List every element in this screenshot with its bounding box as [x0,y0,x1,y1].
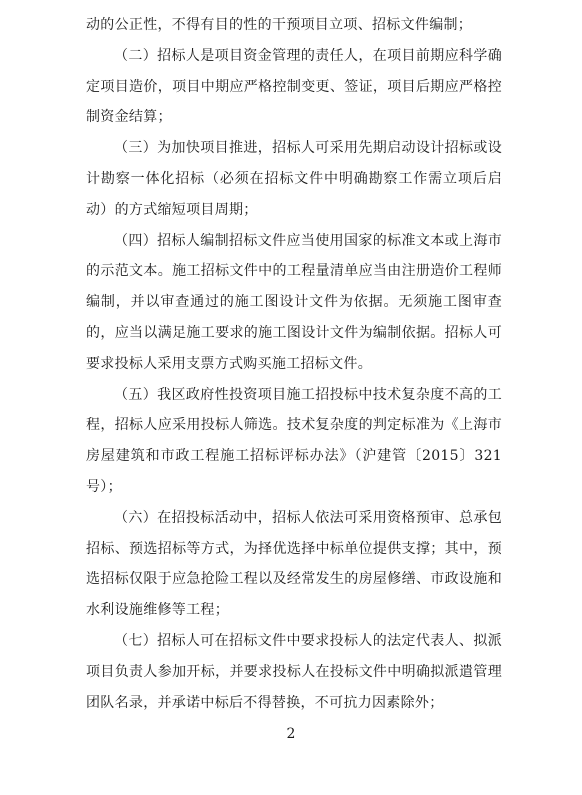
paragraph-item-2: （二）招标人是项目资金管理的责任人，在项目前期应科学确定项目造价，项目中期应严格控制变更、签证，项目后期应严格控制资金结算； [86,47,502,126]
paragraph-item-6: （六）在招投标活动中，招标人依法可采用资格预审、总承包招标、预选招标等方式，为择优选择中标单位提供支撑；其中，预选招标仅限于应急抢险工程以及经常发生的房屋修缮、市政设施和水利设施维修等工程； [86,509,502,619]
paragraph-item-4: （四）招标人编制招标文件应当使用国家的标准文本或上海市的示范文本。施工招标文件中的工程量清单应当由注册造价工程师编制，并以审查通过的施工图设计文件为依据。无须施工图审查的，应当以满足施工要求的施工图设计文件为编制依据。招标人可要求投标人采用支票方式购买施工招标文件。 [86,232,502,372]
paragraph-item-7: （七）招标人可在招标文件中要求投标人的法定代表人、拟派项目负责人参加开标，并要求投标人在投标文件中明确拟派遣管理团队名录，并承诺中标后不得替换，不可抗力因素除外； [86,632,502,711]
paragraph-item-5: （五）我区政府性投资项目施工招投标中技术复杂度不高的工程，招标人应采用投标人筛选。技术复杂度的判定标准为《上海市房屋建筑和市政工程施工招标评标办法》（沪建管〔2015〕321号）； [86,386,502,495]
paragraph-item-3: （三）为加快项目推进，招标人可采用先期启动设计招标或设计勘察一体化招标（必须在招标文件中明确勘察工作需立项后启动）的方式缩短项目周期； [86,140,502,218]
page-number: 2 [286,726,296,742]
paragraph-continuation: 动的公正性，不得有目的性的干预项目立项、招标文件编制； [86,17,473,33]
document-body [86,10,502,718]
